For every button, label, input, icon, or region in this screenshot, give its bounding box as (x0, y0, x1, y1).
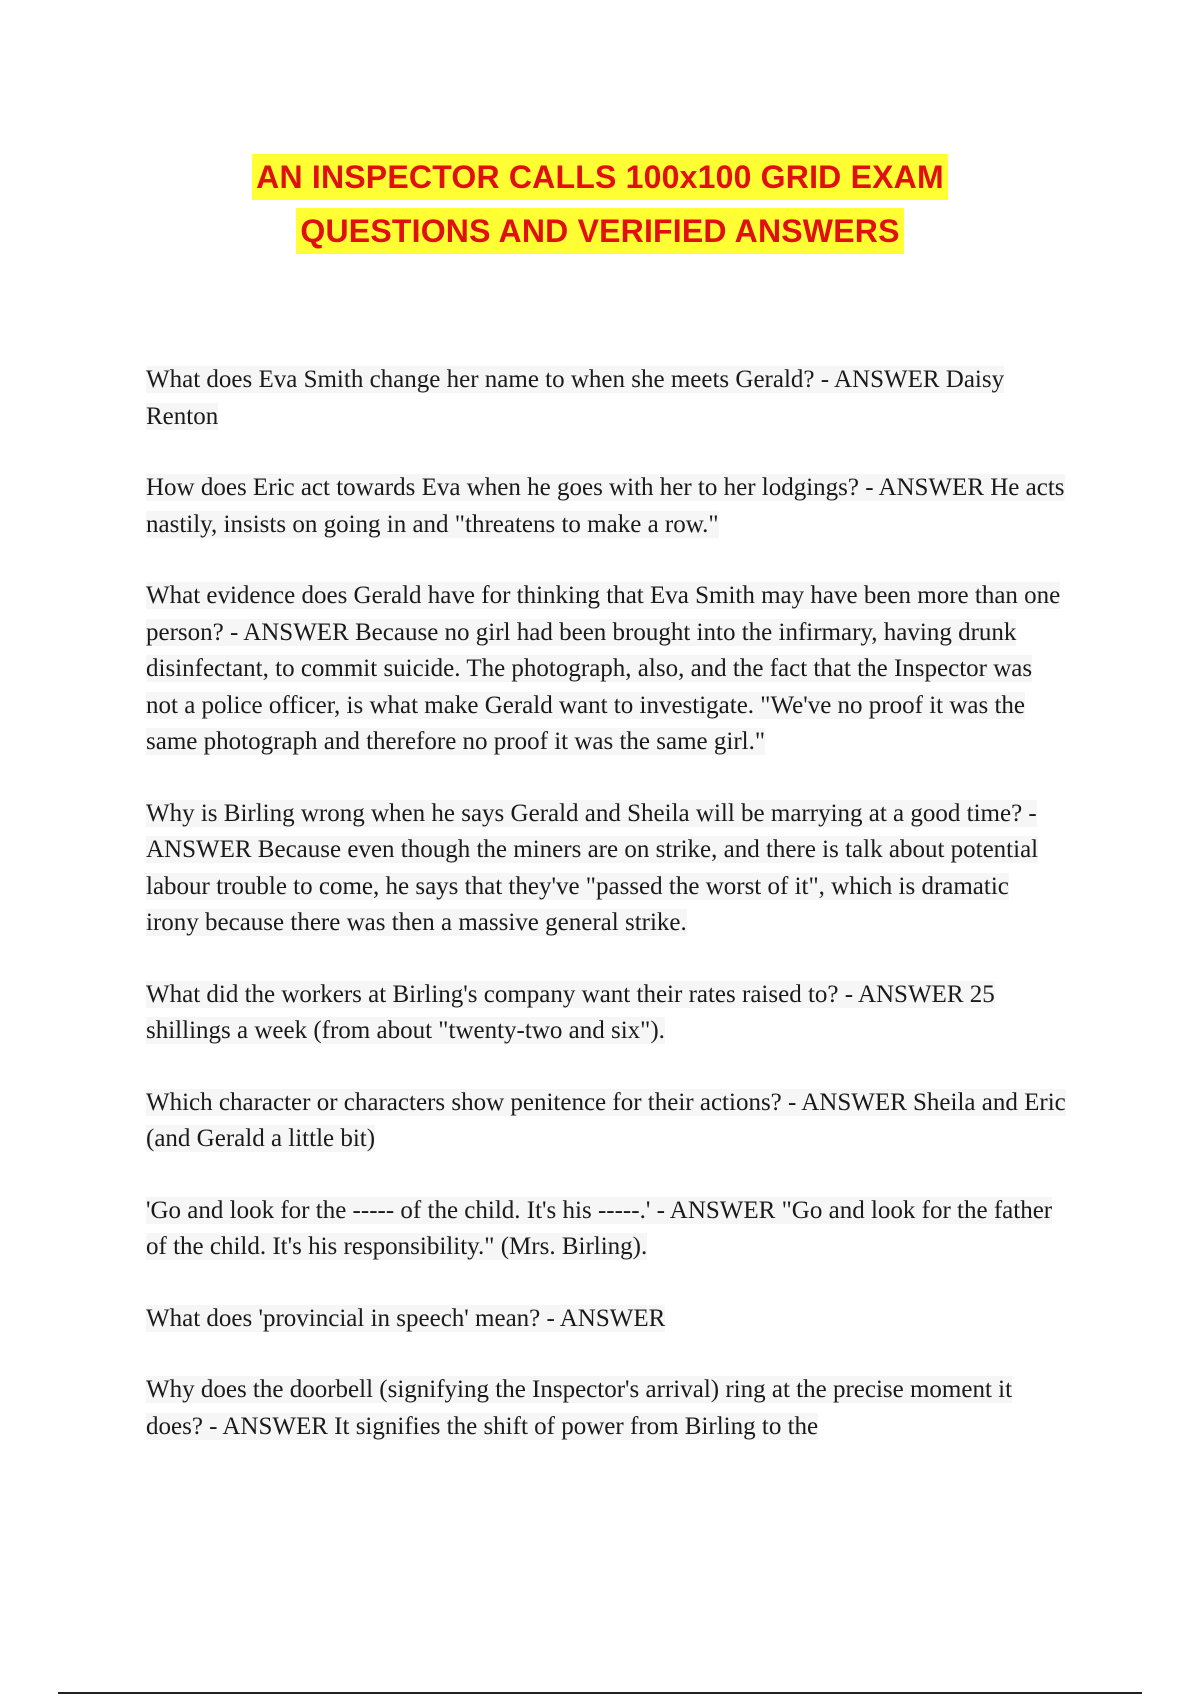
qa-text: What does Eva Smith change her name to when she meets Gerald? - ANSWER Daisy Renton (146, 366, 1005, 430)
qa-text: Why is Birling wrong when he says Gerald and Sheila will be marrying at a good time? - ANSWER Because even though the miners are on strike, and there is talk about potential labour trouble to come, he says that they've "passed the worst of it", which is dramatic irony because there was then a massive general strike. (146, 799, 1039, 936)
qa-text: How does Eric act towards Eva when he goes with her to her lodgings? - ANSWER He acts nastily, insists on going in and "threatens to make a row." (146, 474, 1065, 538)
qa-text: What evidence does Gerald have for thinking that Eva Smith may have been more than one person? - ANSWER Because no girl had been brought into the infirmary, having drunk disinfectant, to commit suicide. The photograph, also, and the fact that the Inspector was not a police officer, is what make Gerald want to investigate. "We've no proof it was the same photograph and therefore no proof it was the same girl." (146, 582, 1061, 755)
qa-text: 'Go and look for the ----- of the child. It's his -----.' - ANSWER "Go and look for the father of the child. It's his responsibility." (Mrs. Birling). (146, 1196, 1053, 1260)
qa-item (146, 1301, 1066, 1338)
qa-item (146, 1372, 1066, 1445)
qa-item (146, 977, 1066, 1050)
qa-list (146, 362, 1066, 1480)
footer-divider (58, 1692, 1142, 1694)
qa-text: Why does the doorbell (signifying the Inspector's arrival) ring at the precise moment it does? - ANSWER It signifies the shift of power from Birling to the (146, 1376, 1013, 1440)
qa-item (146, 796, 1066, 942)
title-line-2: QUESTIONS AND VERIFIED ANSWERS (296, 208, 903, 254)
qa-item (146, 1193, 1066, 1266)
qa-text: Which character or characters show penitence for their actions? - ANSWER Sheila and Eric (and Gerald a little bit) (146, 1088, 1066, 1152)
qa-item (146, 470, 1066, 543)
qa-item (146, 578, 1066, 761)
qa-item (146, 362, 1066, 435)
qa-text: What did the workers at Birling's company want their rates raised to? - ANSWER 25 shillings a week (from about "twenty-two and six"). (146, 980, 995, 1044)
title-line-1: AN INSPECTOR CALLS 100x100 GRID EXAM (252, 154, 948, 200)
qa-text: What does 'provincial in speech' mean? - ANSWER (146, 1304, 666, 1332)
qa-item (146, 1085, 1066, 1158)
document-title (0, 150, 1200, 258)
